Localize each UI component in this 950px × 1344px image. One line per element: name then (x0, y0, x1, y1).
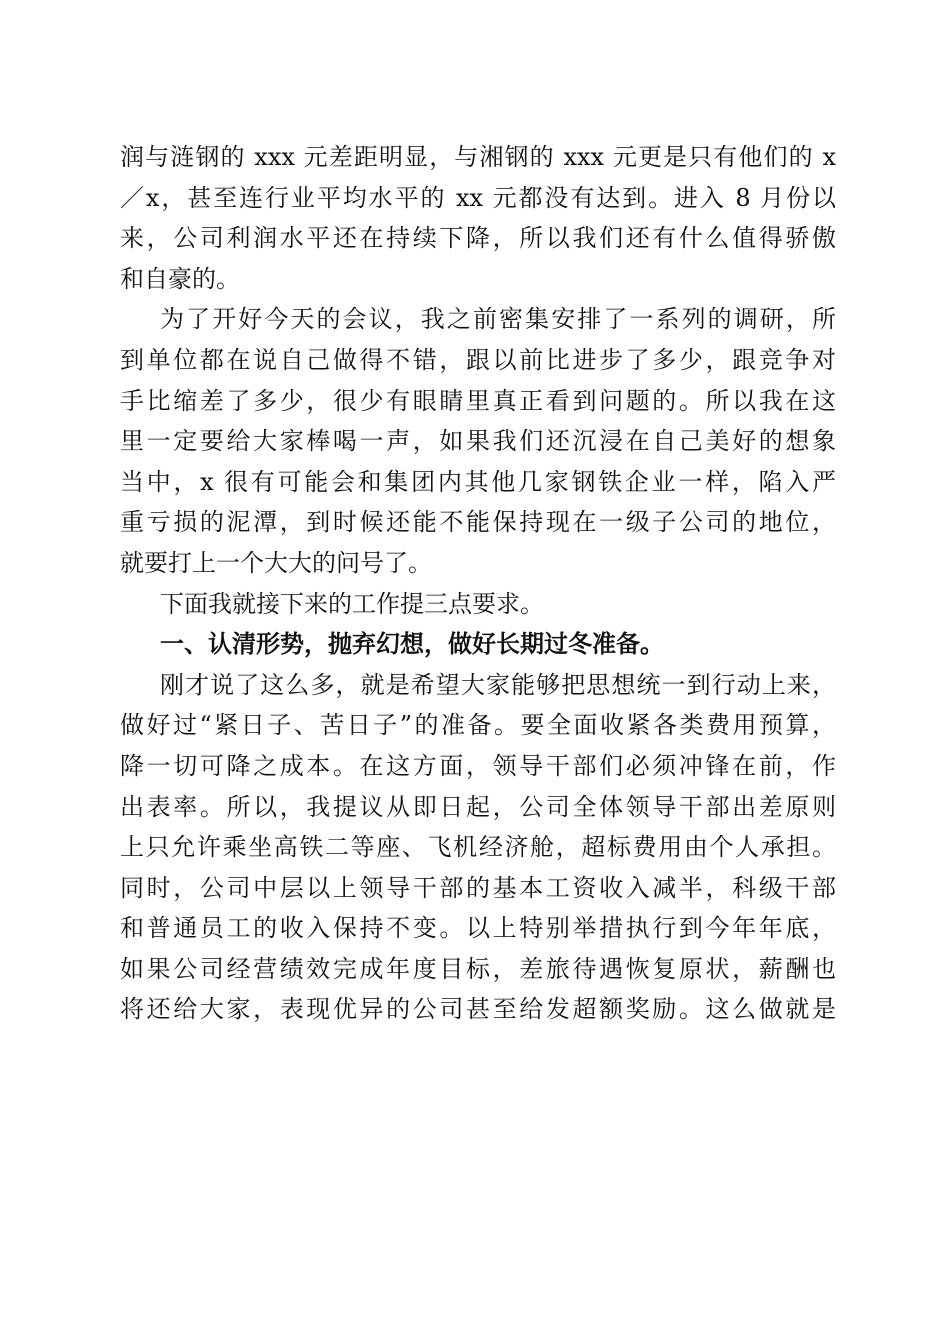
text-line: 同时，公司中层以上领导干部的基本工资收入减半，科级干部 (120, 873, 836, 902)
text-line: 和自豪的。 (120, 264, 240, 293)
text-line: 手比缩差了多少，很少有眼睛里真正看到问题的。所以我在这 (120, 386, 836, 415)
text-line: 上只允许乘坐高铁二等座、飞机经济舱，超标费用由个人承担。 (120, 833, 836, 862)
paragraph-requirements-intro (120, 584, 836, 625)
text-line: 出表率。所以，我提议从即日起，公司全体领导干部出差原则 (120, 792, 836, 821)
paragraph-cost-reduction (120, 665, 836, 1030)
text-line: 来，公司利润水平还在持续下降，所以我们还有什么值得骄傲 (120, 224, 836, 253)
text-line: 重亏损的泥潭，到时候还能不能保持现在一级子公司的地位， (120, 508, 836, 537)
section-heading (120, 624, 836, 665)
heading-text: 一、认清形势，抛弃幻想，做好长期过冬准备。 (160, 630, 664, 659)
text-line: 和普通员工的收入保持不变。以上特别举措执行到今年年底， (120, 914, 836, 943)
text-line: ／x，甚至连行业平均水平的 xx 元都没有达到。进入 8 月份以 (120, 183, 836, 212)
text-line: 将还给大家，表现优异的公司甚至给发超额奖励。这么做就是 (120, 995, 836, 1024)
text-line: 刚才说了这么多，就是希望大家能够把思想统一到行动上来， (160, 670, 836, 699)
text-line: 做好过“紧日子、苦日子”的准备。要全面收紧各类费用预算， (120, 711, 836, 740)
text-line: 润与涟钢的 xxx 元差距明显，与湘钢的 xxx 元更是只有他们的 x (120, 143, 836, 171)
document-body (120, 137, 836, 1030)
text-line: 里一定要给大家棒喝一声，如果我们还沉浸在自己美好的想象 (120, 427, 836, 456)
paragraph-meeting-research (120, 299, 836, 583)
text-line: 下面我就接下来的工作提三点要求。 (160, 589, 544, 618)
text-line: 如果公司经营绩效完成年度目标，差旅待遇恢复原状，薪酬也 (120, 954, 836, 983)
text-line: 降一切可降之成本。在这方面，领导干部们必须冲锋在前，作 (120, 751, 836, 780)
text-line: 就要打上一个大大的问号了。 (120, 548, 432, 577)
text-line: 到单位都在说自己做得不错，跟以前比进步了多少，跟竞争对 (120, 345, 836, 374)
text-line: 为了开好今天的会议，我之前密集安排了一系列的调研，所 (160, 305, 836, 334)
paragraph-profit-comparison (120, 137, 836, 299)
text-line: 当中，x 很有可能会和集团内其他几家钢铁企业一样，陷入严 (120, 467, 836, 496)
